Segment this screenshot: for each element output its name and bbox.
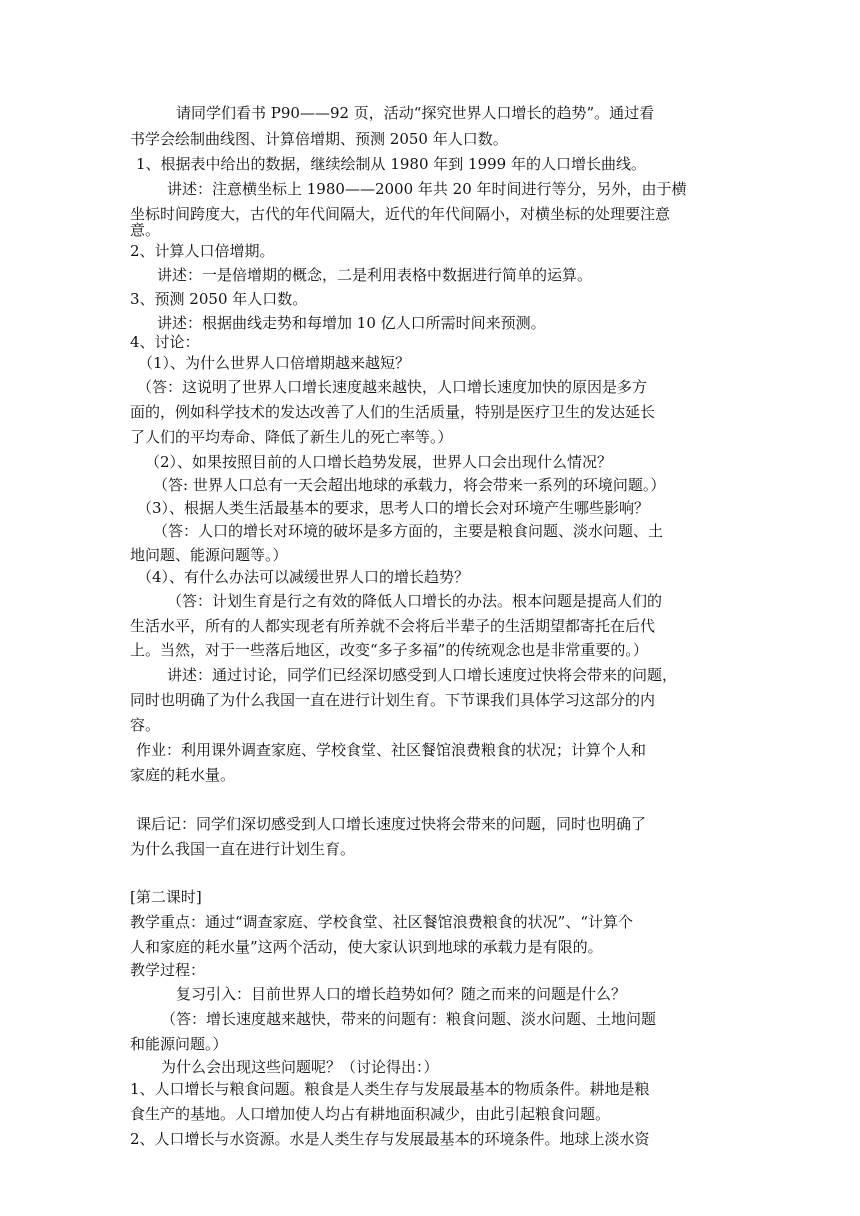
text-line: [第二课时]	[130, 888, 202, 906]
text-line: （1）、为什么世界人口倍增期越来越短？	[138, 354, 411, 372]
text-line: 请同学们看书 P90——92 页，活动“探究世界人口增长的趋势”。通过看	[176, 104, 655, 122]
text-line: 讲述：一是倍增期的概念，二是利用表格中数据进行简单的运算。	[157, 266, 593, 284]
text-line: 同时也明确了为什么我国一直在进行计划生育。下节课我们具体学习这部分的内	[130, 691, 656, 709]
text-line: 讲述：通过讨论，同学们已经深切感受到人口增长速度过快将会带来的问题，	[167, 666, 678, 684]
text-line: 为什么我国一直在进行计划生育。	[130, 840, 356, 858]
text-line: 地问题、能源问题等。）	[130, 546, 288, 564]
text-line: 1、人口增长与粮食问题。粮食是人类生存与发展最基本的物质条件。耕地是粮	[130, 1080, 650, 1098]
text-line: 和能源问题。）	[130, 1035, 228, 1053]
text-line: 作业：利用课外调查家庭、学校食堂、社区餐馆浪费粮食的状况；计算个人和	[136, 741, 647, 759]
text-line: 讲述：注意横坐标上 1980——2000 年共 20 年时间进行等分，另外，由于横	[167, 180, 687, 198]
text-line: 意。	[130, 221, 161, 239]
text-line: （3）、根据人类生活最基本的要求，思考人口的增长会对环境产生哪些影响？	[137, 499, 650, 517]
text-line: 书学会绘制曲线图、计算倍增期、预测 2050 年人口数。	[130, 130, 508, 148]
text-line: （答：这说明了世界人口增长速度越来越快，人口增长速度加快的原因是多方	[137, 378, 648, 396]
text-line: 容。	[130, 716, 161, 734]
text-line: （答：人口的增长对环境的破坏是多方面的，主要是粮食问题、淡水问题、土	[153, 522, 664, 540]
text-line: （4）、有什么办法可以减缓世界人口的增长趋势？	[137, 568, 470, 586]
text-line: 教学重点：通过“调查家庭、学校食堂、社区餐馆浪费粮食的状况”、“计算个	[130, 913, 634, 931]
text-line: 坐标时间跨度大，古代的年代间隔大，近代的年代间隔小，对横坐标的处理要注意	[130, 205, 671, 223]
text-line: （答: 世界人口总有一天会超出地球的承载力，将会带来一系列的环境问题。）	[153, 476, 666, 494]
text-line: 食生产的基地。人口增加使人均占有耕地面积减少，由此引起粮食问题。	[130, 1105, 611, 1123]
text-line: 为什么会出现这些问题呢？（讨论得出：）	[161, 1058, 439, 1076]
text-line: （2）、如果按照目前的人口增长趋势发展，世界人口会出现什么情况？	[145, 453, 613, 471]
text-line: 讲述：根据曲线走势和每增加 10 亿人口所需时间来预测。	[157, 314, 546, 332]
text-line: 2、人口增长与水资源。水是人类生存与发展最基本的环境条件。地球上淡水资	[130, 1130, 650, 1148]
text-line: 教学过程：	[130, 961, 206, 979]
text-line: （答：增长速度越来越快，带来的问题有：粮食问题、淡水问题、土地问题	[161, 1010, 657, 1028]
text-line: 3、预测 2050 年人口数。	[130, 290, 308, 308]
text-line: 复习引入：目前世界人口的增长趋势如何？随之而来的问题是什么？	[176, 985, 627, 1003]
text-line: 面的，例如科学技术的发达改善了人们的生活质量，特别是医疗卫生的发达延长	[130, 403, 656, 421]
text-line: 4、讨论：	[130, 333, 200, 351]
text-line: 1、根据表中给出的数据，继续绘制从 1980 年到 1999 年的人口增长曲线。	[136, 155, 646, 173]
text-line: 了人们的平均寿命、降低了新生儿的死亡率等。）	[130, 428, 453, 446]
text-line: （答：计划生育是行之有效的降低人口增长的办法。根本问题是提高人们的	[167, 592, 663, 610]
text-line: 家庭的耗水量。	[130, 766, 236, 784]
text-line: 2、计算人口倍增期。	[130, 242, 275, 260]
text-line: 生活水平，所有的人都实现老有所养就不会将后半辈子的生活期望都寄托在后代	[130, 617, 656, 635]
text-line: 课后记：同学们深切感受到人口增长速度过快将会带来的问题，同时也明确了	[136, 815, 647, 833]
text-line: 人和家庭的耗水量”这两个活动，使大家认识到地球的承载力是有限的。	[130, 938, 603, 956]
text-line: 上。当然，对于一些落后地区，改变“多子多福”的传统观念也是非常重要的。）	[130, 641, 648, 659]
